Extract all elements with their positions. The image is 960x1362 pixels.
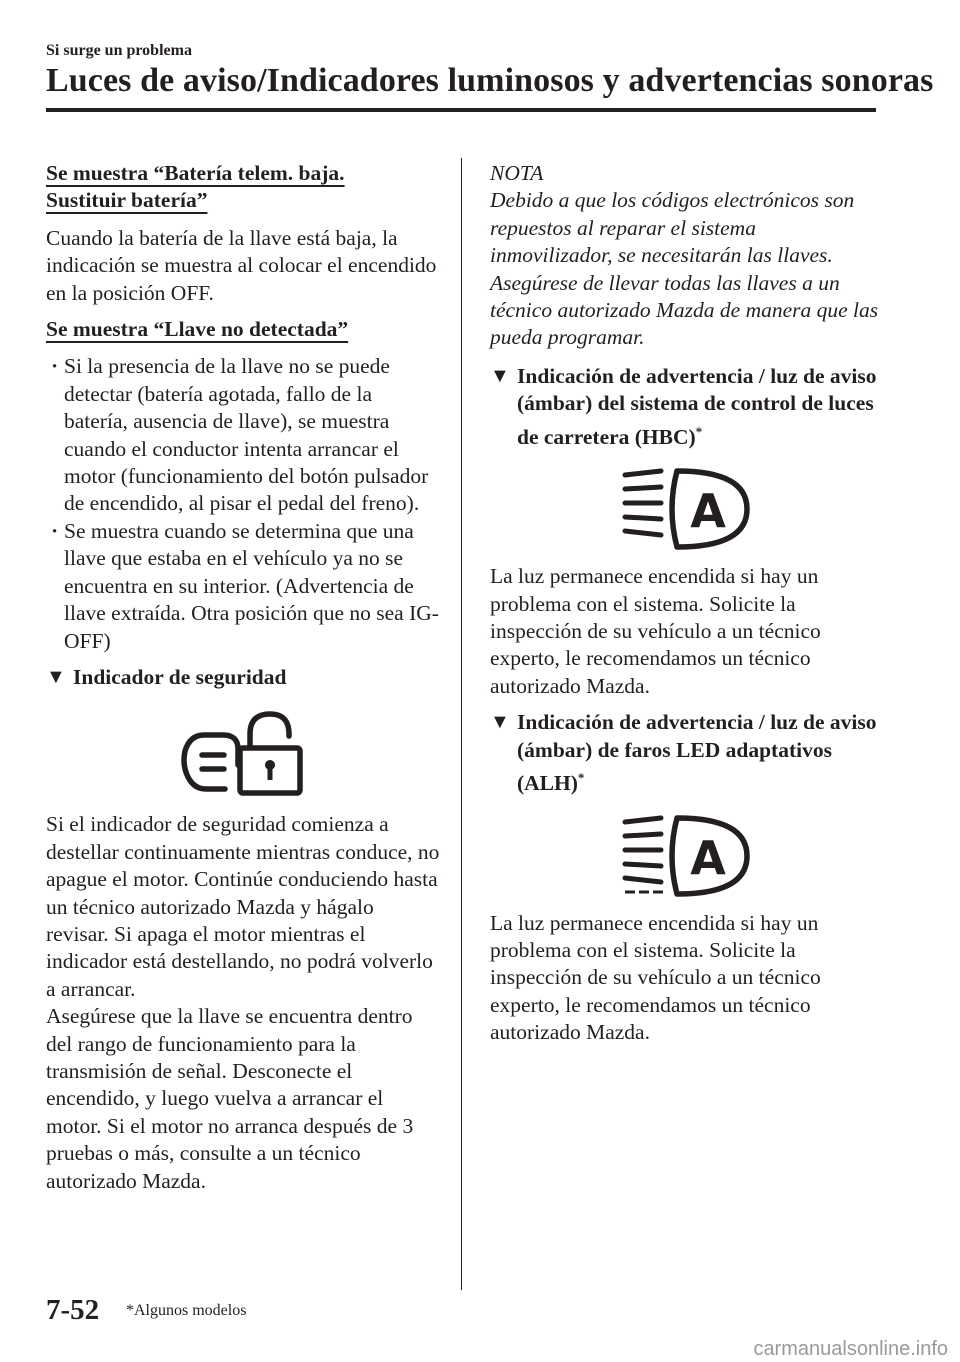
right-column [490,160,880,1047]
battery-heading [46,160,441,215]
hbc-footnote-mark: * [695,423,703,439]
svg-text:A: A [690,484,726,539]
security-text-2: Asegúrese que la llave se encuentra dentro del rango de funcionamiento para la transmisión de señal. Desconecte el encendido, y luego vuelva a arrancar el motor. Si el motor no arranca después de 3 pruebas o más, consulte a un técnico autorizado Mazda. [46,1004,414,1193]
title-rule [46,108,876,112]
list-item [46,518,441,655]
alh-footnote-mark: * [577,770,585,786]
security-indicator-icon [46,707,441,799]
alh-heading-text: Indicación de advertencia / luz de aviso (ámbar) de faros LED adaptativos (ALH) [517,710,877,796]
key-bullet-2: Se muestra cuando se determina que una llave que estaba en el vehículo ya no se encuentra en su interior. (Advertencia de llave extraída. Otra posición que no sea IG-OFF) [64,518,439,653]
left-column [46,160,441,1195]
battery-heading-line-2: Sustituir batería” [46,188,208,213]
key-bullet-list [46,353,441,654]
key-heading-block [46,316,441,343]
adaptive-led-headlight-icon [490,814,880,898]
alh-text: La luz permanece encendida si hay un problema con el sistema. Solicite la inspección de su vehículo a un técnico experto, le recomendamos un técnico autorizado Mazda. [490,910,821,1045]
list-item [46,353,441,517]
security-text-1: Si el indicador de seguridad comienza a destellar continuamente mientras conduce, no apague el motor. Continúe conduciendo hasta un técnico autorizado Mazda y hágalo revisar. Si apaga el motor mientras el indicador está destellando, no podrá volverlo a arrancar. [46,812,440,1001]
watermark: carmanualsonline.info [753,1338,948,1360]
battery-text: Cuando la batería de la llave está baja, la indicación se muestra al colocar el encendido en la posición OFF. [46,225,437,305]
svg-text:A: A [690,830,726,885]
triangle-icon: ▼ [490,364,510,387]
hbc-heading [490,363,880,451]
bullet-dot-icon: · [51,354,59,379]
triangle-icon: ▼ [490,711,510,734]
key-heading: Se muestra “Llave no detectada” [46,317,349,342]
note-text: Debido a que los códigos electrónicos son repuestos al reparar el sistema inmovilizador, se necesitarán las llaves. Asegúrese de llevar todas las llaves a un técnico autorizado Mazda de manera que las pueda programar. [490,188,879,350]
alh-heading [490,709,880,797]
column-divider [461,158,462,1290]
section-label: Si surge un problema [46,42,192,59]
hbc-text: La luz permanece encendida si hay un problema con el sistema. Solicite la inspección de su vehículo a un técnico experto, le recomendamos un técnico autorizado Mazda. [490,564,821,698]
page-title: Luces de aviso/Indicadores luminosos y advertencias sonoras [46,62,934,99]
note-label: NOTA [490,161,544,185]
triangle-icon: ▼ [46,665,66,688]
footnote: *Algunos modelos [126,1302,247,1319]
battery-heading-line-1: Se muestra “Batería telem. baja. [46,161,345,185]
page-number: 7-52 [46,1294,100,1326]
key-bullet-1: Si la presencia de la llave no se puede detectar (batería agotada, fallo de la batería, ausencia de llave), se muestra cuando el conductor intenta arrancar el motor (funcionamiento del botón pulsador de encendido, al pisar el pedal del freno). [64,354,429,516]
high-beam-auto-icon [490,467,880,551]
hbc-heading-text: Indicación de advertencia / luz de aviso (ámbar) del sistema de control de luces de carretera (HBC) [517,363,877,449]
security-heading [46,664,441,691]
bullet-dot-icon: · [51,518,59,543]
security-heading-text: Indicador de seguridad [73,664,287,689]
